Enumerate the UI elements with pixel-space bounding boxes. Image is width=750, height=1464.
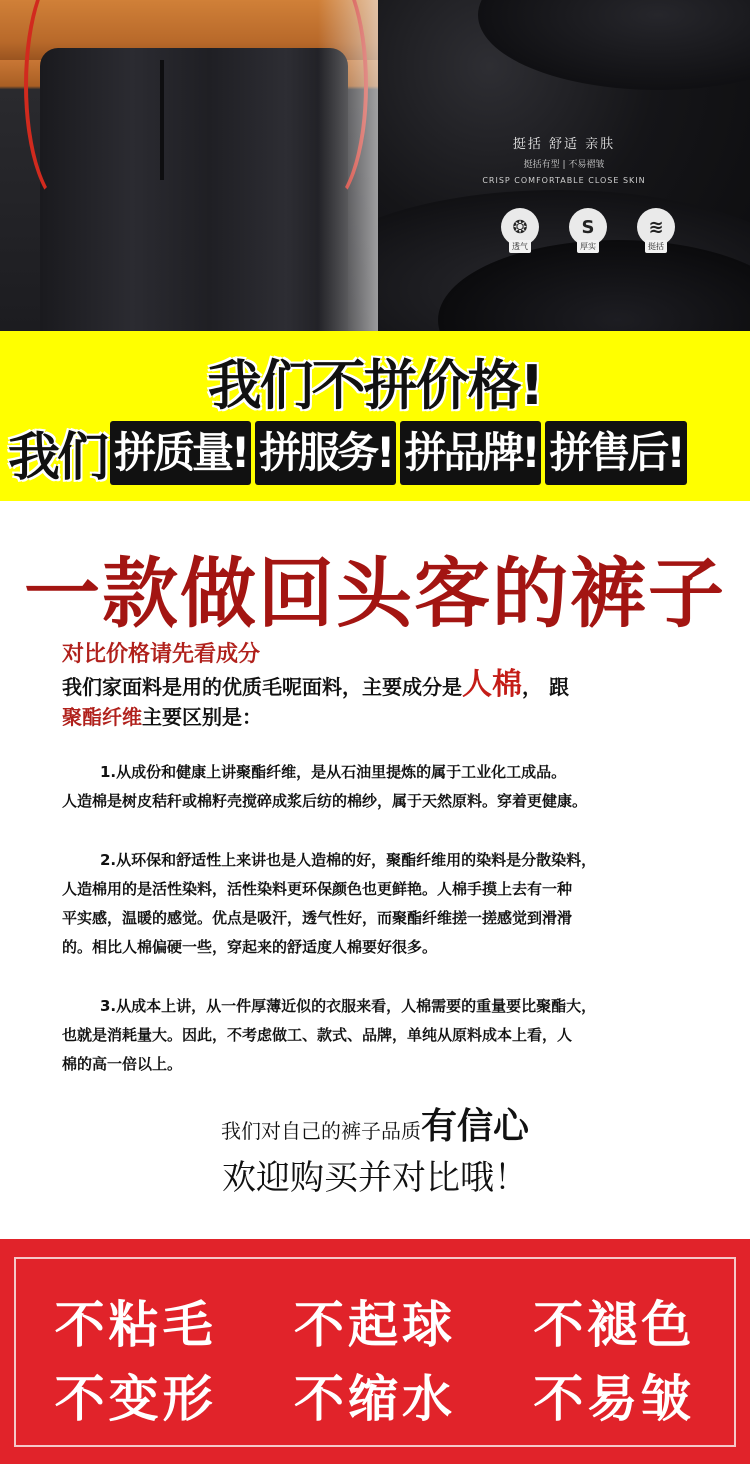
fabric-main-features: 挺括 舒适 亲肤 [512,137,616,152]
breathable-icon: ❂ [501,208,539,246]
feature-no-lint: 不粘毛 [54,1296,217,1354]
fabric-subtitle: 挺括有型 | 不易褶皱 [523,160,605,170]
point-line: 也就是消耗量大。因此，不考虑做工、款式、品牌，单纯从原料成本上看，人 [62,1026,573,1044]
photo-edge [318,0,378,331]
feature-no-shrink: 不缩水 [293,1370,456,1428]
confidence-small: 我们对自己的裤子品质 [220,1119,421,1143]
intro-red-term: 聚酯纤维 [62,705,142,729]
banner-item-aftersales: 拼售后! [545,421,686,485]
thick-icon: S [569,208,607,246]
point-line: 1.从成份和健康上讲聚酯纤维，是从石油里提炼的属于工业化工成品。 [100,763,567,781]
feature-no-wrinkle: 不易皱 [533,1370,696,1428]
banner-price-slogan: 我们不拼价格! [207,354,543,417]
fabric-closeup-photo [378,0,750,331]
main-headline: 一款做回头客的裤子 [24,553,726,637]
point-line: 的。相比人棉偏硬一些，穿起来的舒适度人棉要好很多。 [62,938,438,956]
badge-label: 挺括 [645,240,667,253]
pants-zipper [160,60,164,180]
confidence-big: 有信心 [420,1106,529,1147]
point-line: 人造棉是树皮秸秆或棉籽壳搅碎成浆后纺的棉纱，属于天然原料。穿着更健康。 [62,792,588,810]
point-line: 2.从环保和舒适性上来讲也是人造棉的好，聚酯纤维用的染料是分散染料， [100,851,597,869]
comparison-points [62,758,712,1109]
feature-no-deform: 不变形 [54,1370,217,1428]
intro-line-b [62,702,722,732]
point-line: 平实感，温暖的感觉。优点是吸汗，透气性好，而聚酯纤维搓一搓感觉到滑滑 [62,909,573,927]
point-environment [62,846,712,962]
crisp-icon: ≋ [637,208,675,246]
product-photos [0,0,750,331]
feature-no-fading: 不褪色 [533,1296,696,1354]
point-health [62,758,712,816]
badge-label: 厚实 [577,240,599,253]
badge-thick [566,208,610,253]
quality-banner [0,331,750,501]
features-box [14,1257,736,1447]
intro-text-end: ， 跟 [522,675,569,699]
features-row [16,1359,734,1431]
banner-item-quality: 拼质量! [110,421,251,485]
intro-text: 我们家面料是用的优质毛呢面料，主要成分是 [62,675,462,699]
composition-intro [62,640,722,732]
banner-item-service: 拼服务! [255,421,396,485]
confidence-line [0,1105,750,1153]
banner-item-brand: 拼品牌! [400,421,541,485]
confidence-section [0,1105,750,1203]
point-line: 3.从成本上讲，从一件厚薄近似的衣服来看，人棉需要的重量要比聚酯大， [100,997,597,1015]
point-line: 棉的高一倍以上。 [62,1055,183,1073]
intro-emphasis: 人棉 [462,667,522,702]
banner-quality-row [8,415,750,490]
fabric-fold [478,0,750,90]
feature-no-pilling: 不起球 [293,1296,456,1354]
badge-label: 透气 [509,240,531,253]
point-line: 人造棉用的是活性染料，活性染料更环保颜色也更鲜艳。人棉手摸上去有一种 [62,880,573,898]
fabric-english-caption: CRISP COMFORTABLE CLOSE SKIN [482,176,646,185]
intro-line-a [62,667,722,702]
fabric-badges [498,208,678,253]
badge-breathable [498,208,542,253]
features-footer [0,1239,750,1464]
intro-title: 对比价格请先看成分 [62,642,261,667]
model-waist-photo [0,0,378,331]
welcome-line: 欢迎购买并对比哦！ [222,1158,528,1198]
intro-text: 主要区别是： [142,705,262,729]
point-cost [62,992,712,1079]
badge-crisp [634,208,678,253]
features-row [16,1285,734,1357]
banner-prefix: 我们 [8,428,107,488]
